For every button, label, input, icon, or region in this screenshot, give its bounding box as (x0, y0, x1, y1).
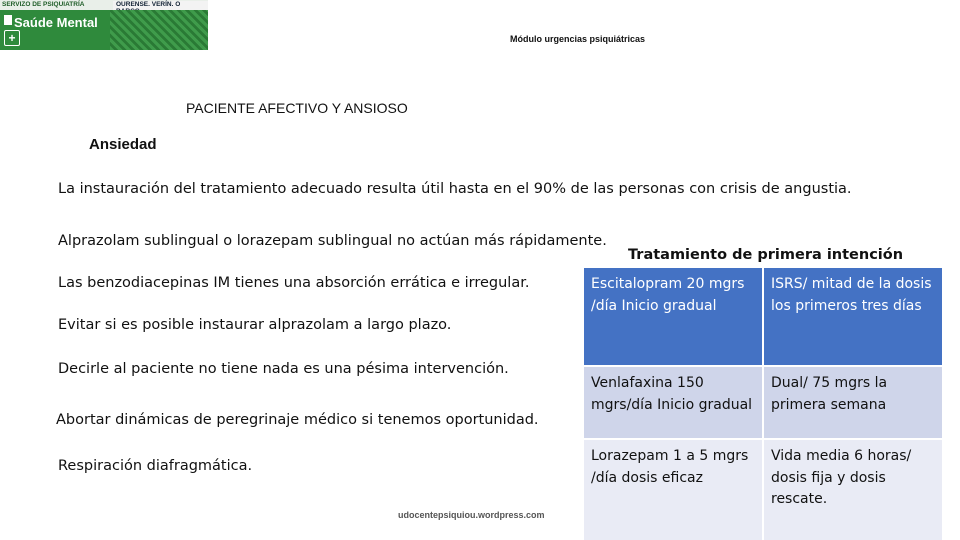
paragraph: Respiración diafragmática. (58, 458, 253, 474)
table-cell: Lorazepam 1 a 5 mgrs /día dosis eficaz (584, 440, 762, 540)
table-cell: Dual/ 75 mgrs la primera semana (764, 367, 942, 438)
source-url: udocentepsiquiou.wordpress.com (398, 510, 545, 520)
paragraph: Evitar si es posible instaurar alprazolam a largo plazo. (58, 317, 452, 333)
treatment-title: Tratamiento de primera intención (628, 247, 904, 263)
patient-title: PACIENTE AFECTIVO Y ANSIOSO (186, 100, 408, 116)
paragraph: Decirle al paciente no tiene nada es una pésima intervención. (58, 361, 509, 377)
health-cross-icon: + (4, 30, 20, 46)
paragraph: Abortar dinámicas de peregrinaje médico si tenemos oportunidad. (56, 412, 539, 428)
logo-servizo-text: SERVIZO DE PSIQUIATRÍA (2, 1, 85, 8)
module-title: Módulo urgencias psiquiátricas (510, 34, 646, 44)
table-cell: Vida media 6 horas/ dosis fija y dosis rescate. (764, 440, 942, 540)
paragraph: La instauración del tratamiento adecuado resulta útil hasta en el 90% de las personas con crisis de angustia. (58, 181, 852, 197)
service-logo (0, 0, 208, 50)
treatment-table (584, 268, 942, 540)
logo-locality-text: OURENSE. VERÍN. O (113, 1, 208, 15)
logo-pattern (110, 10, 208, 50)
table-cell: Venlafaxina 150 mgrs/día Inicio gradual (584, 367, 762, 438)
logo-brand-text: Saúde Mental (14, 15, 98, 30)
logo-square-icon (4, 15, 12, 25)
table-cell: ISRS/ mitad de la dosis los primeros tres días (764, 268, 942, 365)
section-title: Ansiedad (89, 136, 157, 153)
table-cell: Escitalopram 20 mgrs /día Inicio gradual (584, 268, 762, 365)
paragraph: Las benzodiacepinas IM tienes una absorción errática e irregular. (58, 275, 530, 291)
paragraph: Alprazolam sublingual o lorazepam sublingual no actúan más rápidamente. (58, 233, 607, 249)
